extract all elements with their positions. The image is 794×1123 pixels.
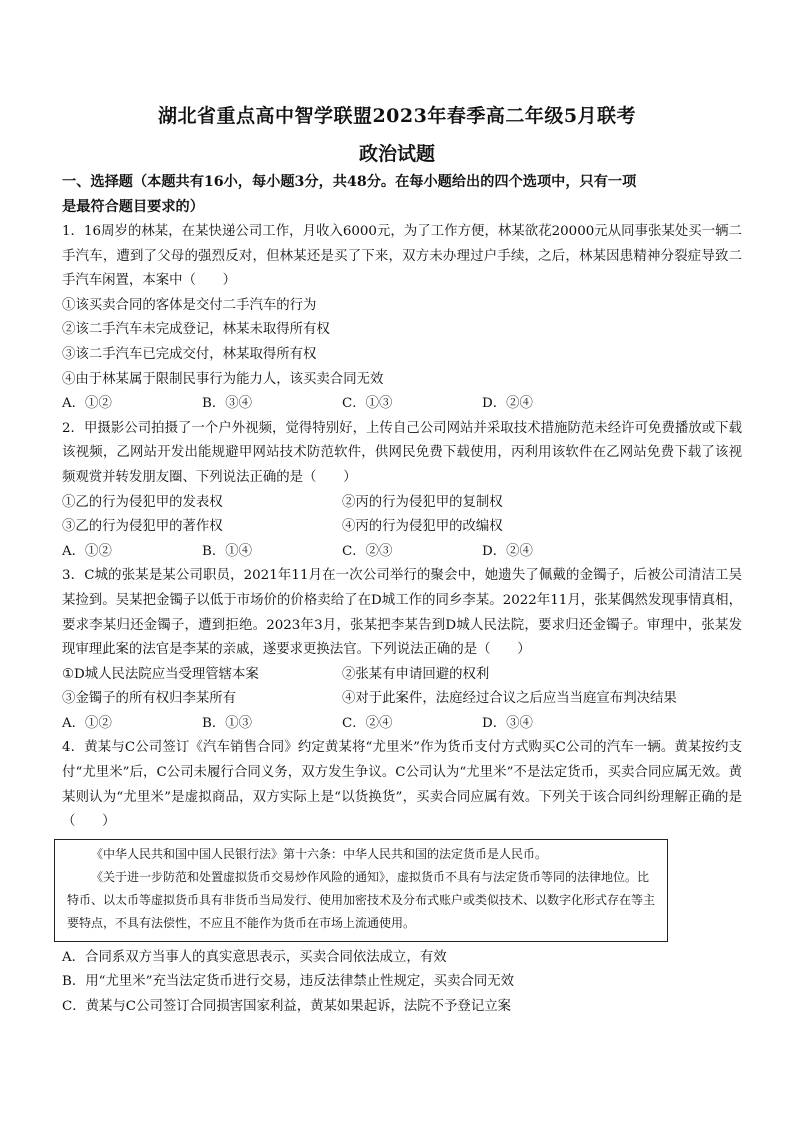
- question-3-statement-4: ④对于此案件，法庭经过合议之后应当当庭宣布判决结果: [342, 691, 677, 707]
- question-1-statement-3: ③该二手汽车已完成交付，林某取得所有权: [62, 346, 317, 362]
- question-2-statement-3: ③乙的行为侵犯甲的著作权: [62, 519, 223, 535]
- page-subtitle: 政治试题: [358, 143, 435, 165]
- question-2-statement-2: ②丙的行为侵犯甲的复制权: [342, 494, 503, 510]
- question-1-choice-b[interactable]: B．③④: [202, 396, 253, 412]
- question-2-statement-1: ①乙的行为侵犯甲的发表权: [62, 494, 223, 510]
- question-1-statement-2: ②该二手汽车未完成登记，林某未取得所有权: [62, 322, 330, 338]
- question-4: [62, 736, 742, 1019]
- question-3-choice-a[interactable]: A．①②: [62, 715, 112, 731]
- question-3-statement-1: ①D城人民法院应当受理管辖本案: [62, 666, 259, 682]
- question-1-choices: [62, 392, 742, 417]
- question-3-statement-3: ③金镯子的所有权归李某所有: [62, 691, 237, 707]
- section-heading-line2: 是最符合题目要求的）: [62, 199, 204, 215]
- law-quote-2: 《关于进一步防范和处置虚拟货币交易炒作风险的通知》，虚拟货币不具有与法定货币等同的法律地位。比特币、以太币等虚拟货币具有非货币当局发行、使用加密技术及分布式账户或类似技术、以数字化形式存在等主要特点，不具有法偿性，不应且不能作为货币在市场上流通使用。: [67, 869, 656, 930]
- question-1-stem: 1．16周岁的林某，在某快递公司工作，月收入6000元，为了工作方便，林某欲花20000元从同事张某处买一辆二手汽车，遭到了父母的强烈反对，但林某还是买了下来，双方未办理过户手续，之后，林某因患精神分裂症导致二手汽车闲置，本案中（ ）: [62, 224, 742, 289]
- section-heading: [62, 170, 742, 220]
- exam-content: [62, 170, 742, 1020]
- question-1-choice-d[interactable]: D．②④: [482, 396, 533, 412]
- question-3-choices: [62, 712, 742, 737]
- question-2-choice-d[interactable]: D．②④: [482, 543, 533, 559]
- question-4-choice-a[interactable]: A．合同系双方当事人的真实意思表示，买卖合同依法成立，有效: [62, 949, 447, 965]
- question-1-statement-1: ①该买卖合同的客体是交付二手汽车的行为: [62, 297, 317, 313]
- question-4-choice-b[interactable]: B．用“尤里米”充当法定货币进行交易，违反法律禁止性规定，买卖合同无效: [62, 974, 515, 990]
- question-4-choice-c[interactable]: C．黄某与C公司签订合同损害国家利益，黄某如果起诉，法院不予登记立案: [62, 999, 511, 1015]
- section-heading-line1: 一、选择题（本题共有16小，每小题3分，共48分。在每小题给出的四个选项中，只有一项: [62, 174, 637, 190]
- question-3-choice-c[interactable]: C．②④: [342, 715, 393, 731]
- law-quote-box: [54, 839, 668, 942]
- question-2-choices: [62, 540, 742, 565]
- question-3-statement-2: ②张某有申请回避的权利: [342, 666, 490, 682]
- question-2-choice-c[interactable]: C．②③: [342, 543, 393, 559]
- question-1: [62, 220, 742, 417]
- question-2-statement-4: ④丙的行为侵犯甲的改编权: [342, 519, 503, 535]
- page-title: 湖北省重点高中智学联盟2023年春季高二年级5月联考: [157, 105, 637, 127]
- question-3-statements: [62, 663, 742, 712]
- question-2-statements: [62, 491, 742, 540]
- question-3-choice-b[interactable]: B．①③: [202, 715, 253, 731]
- question-3: [62, 564, 742, 736]
- question-1-choice-c[interactable]: C．①③: [342, 396, 393, 412]
- question-2: [62, 417, 742, 565]
- question-3-stem: 3．C城的张某是某公司职员，2021年11月在一次公司举行的聚会中，她遗失了佩戴的金镯子，后被公司清洁工吴某捡到。吴某把金镯子以低于市场价的价格卖给了在D城工作的同乡李某。2022年11月，张某偶然发现事情真相，要求李某归还金镯子，遭到拒绝。2023年3月，张某把李某告到D城人民法院，要求归还金镯子。审理中，张某发现审理此案的法官是李某的亲戚，遂要求更换法官。下列说法正确的是（ ）: [62, 568, 742, 658]
- law-quote-1: 《中华人民共和国中国人民银行法》第十六条：中华人民共和国的法定货币是人民币。: [91, 846, 548, 861]
- question-1-statement-4: ④由于林某属于限制民事行为能力人，该买卖合同无效: [62, 371, 384, 387]
- question-3-choice-d[interactable]: D．③④: [482, 715, 533, 731]
- question-2-choice-a[interactable]: A．①②: [62, 543, 112, 559]
- question-1-choice-a[interactable]: A．①②: [62, 396, 112, 412]
- question-2-stem: 2．甲摄影公司拍摄了一个户外视频，觉得特别好，上传自己公司网站并采取技术措施防范未经许可免费播放或下载该视频，乙网站开发出能规避甲网站技术防范软件，供网民免费下载使用，丙利用该软件在乙网站免费下载了该视频观赏并转发朋友圈、下列说法正确的是（ ）: [62, 420, 742, 485]
- question-4-stem: 4．黄某与C公司签订《汽车销售合同》约定黄某将“尤里米”作为货币支付方式购买C公司的汽车一辆。黄某按约支付“尤里米”后，C公司未履行合同义务，双方发生争议。C公司认为“尤里米”不是法定货币，买卖合同应属无效。黄某则认为“尤里米”是虚拟商品，双方实际上是“以货换货”，买卖合同应属有效。下列关于该合同纠纷理解正确的是（ ）: [62, 740, 742, 830]
- question-2-choice-b[interactable]: B．①④: [202, 543, 253, 559]
